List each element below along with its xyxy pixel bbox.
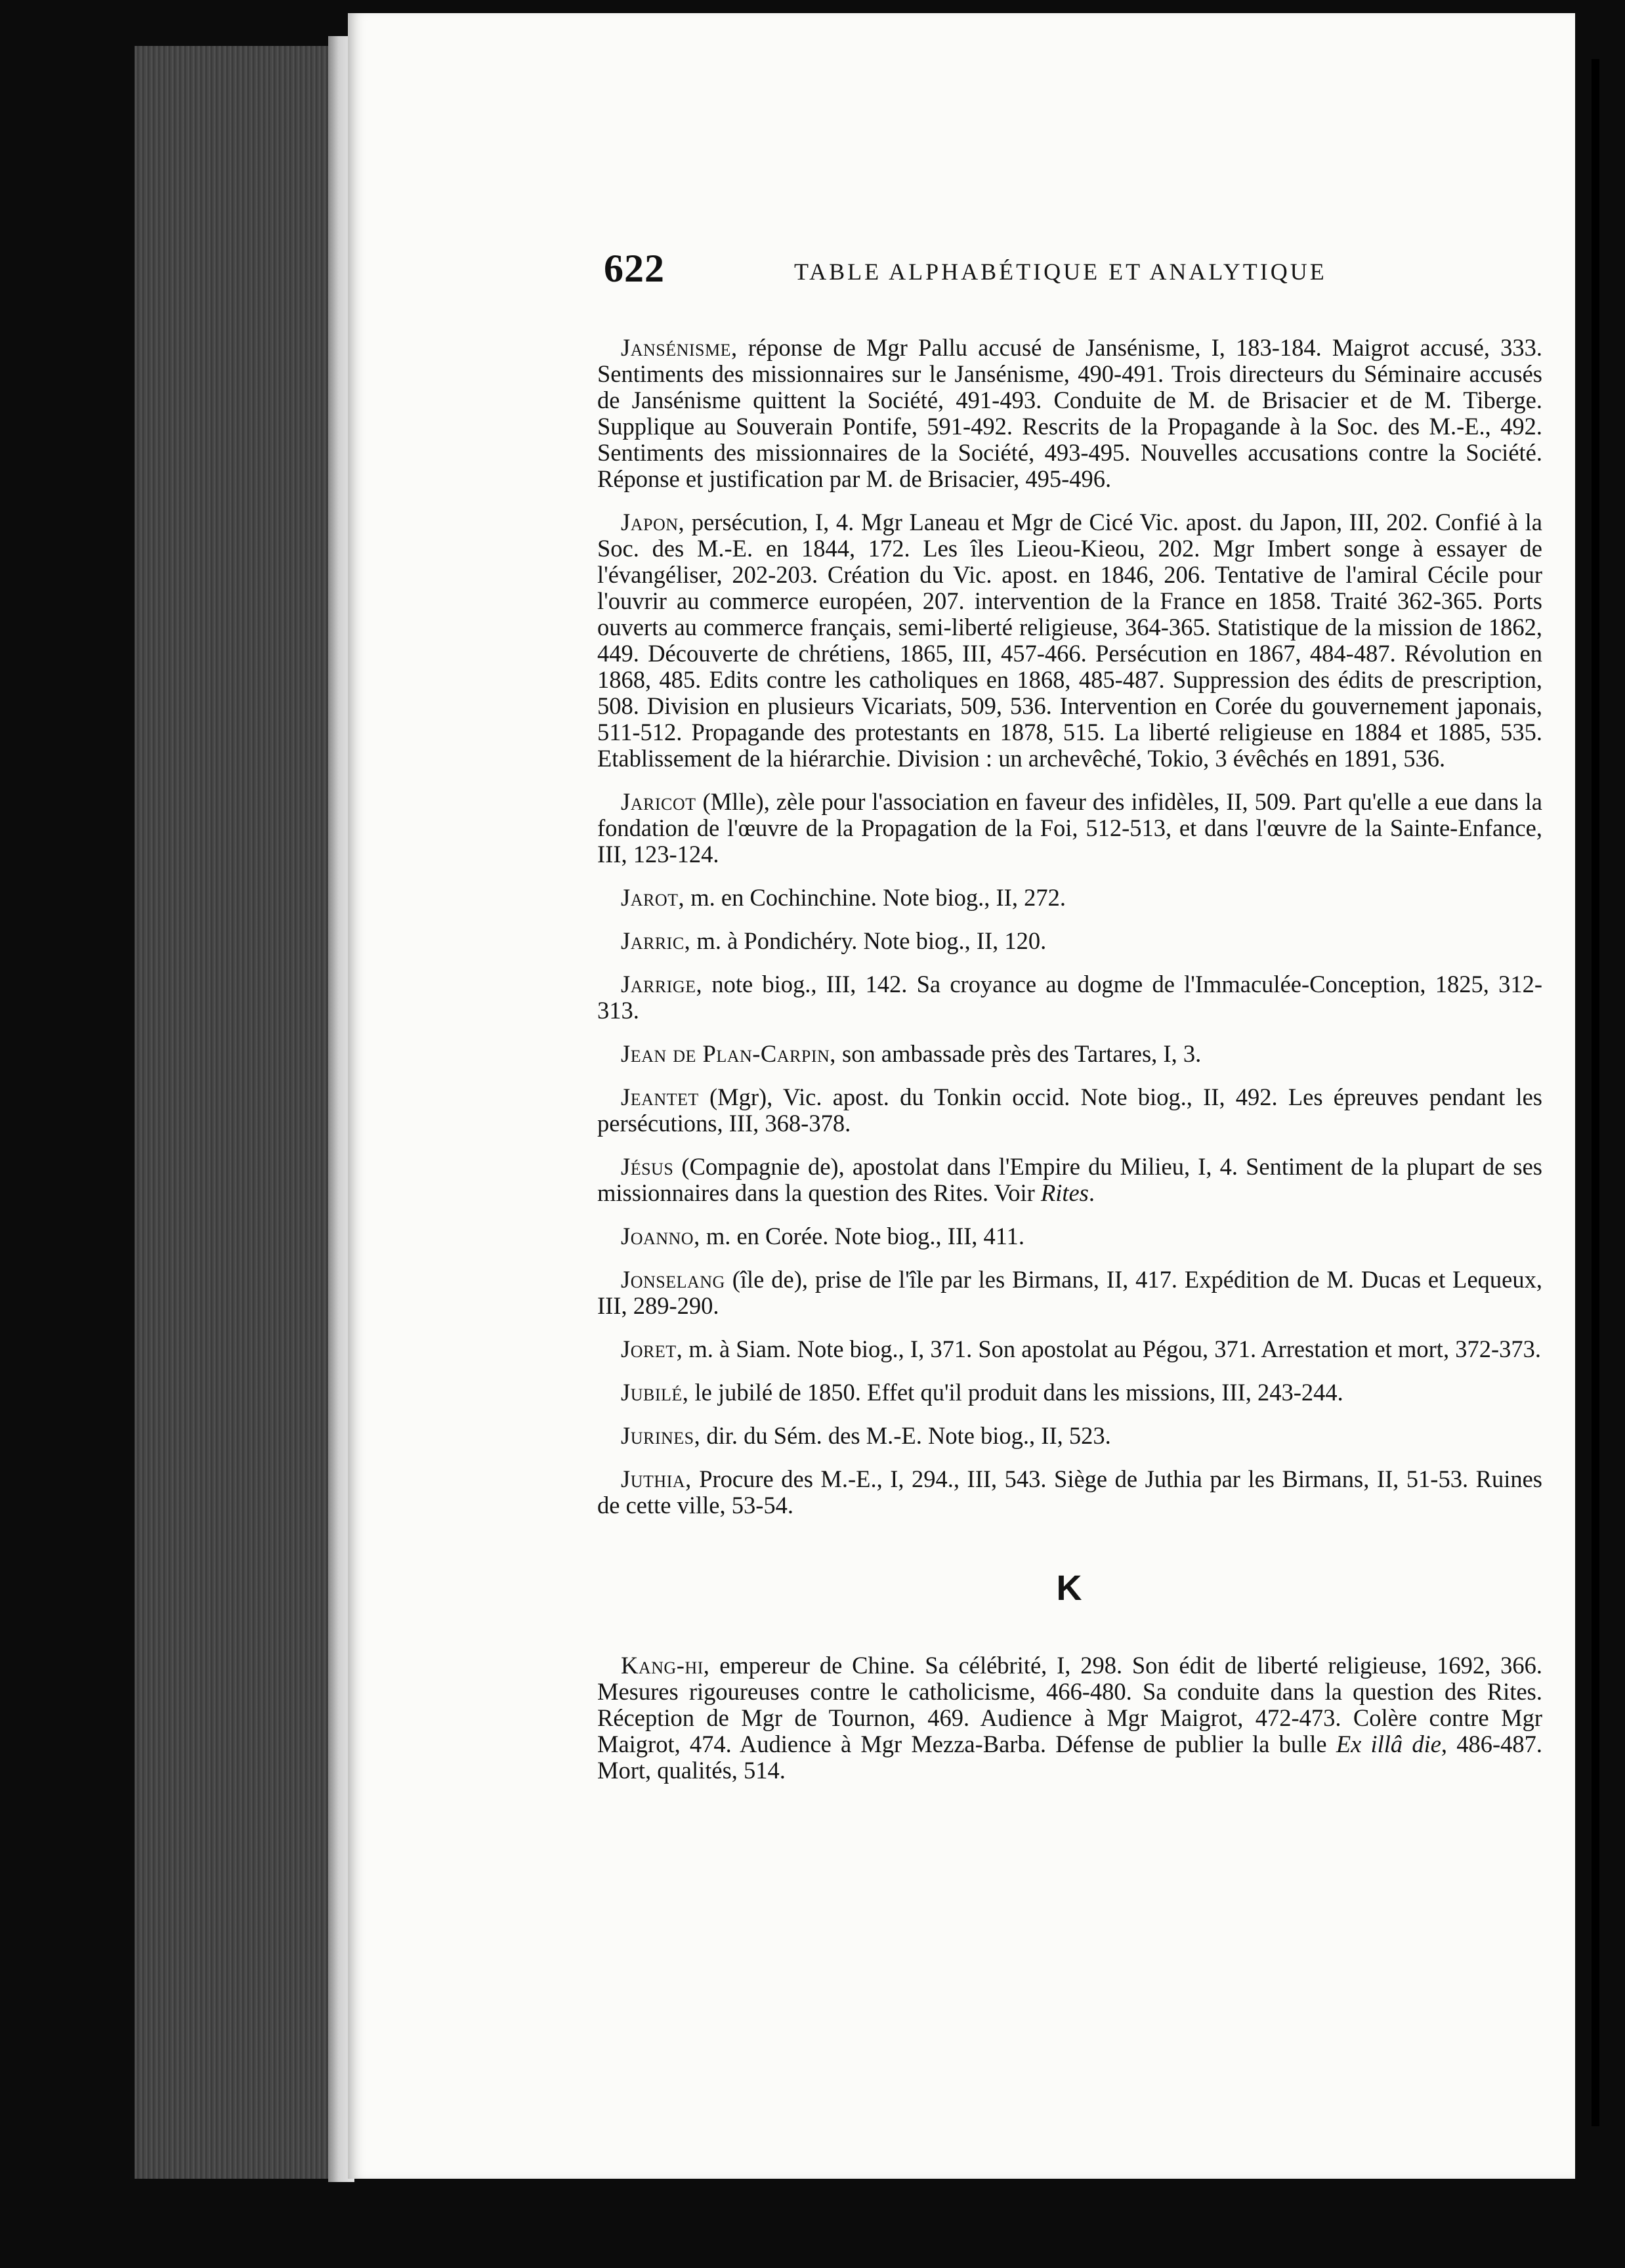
entry-headword: Jeantet bbox=[621, 1083, 699, 1110]
book-page bbox=[348, 13, 1575, 2179]
entry-text: m. en Cochinchine. Note biog., II, 272. bbox=[685, 884, 1066, 911]
entry-headword: Jansénisme, bbox=[621, 334, 738, 361]
index-entry bbox=[597, 509, 1542, 772]
scan-border bbox=[1592, 59, 1599, 2126]
entry-italic: Ex illâ die bbox=[1336, 1731, 1441, 1757]
index-entry bbox=[597, 789, 1542, 868]
index-entry bbox=[597, 1336, 1542, 1362]
entry-text: empereur de Chine. Sa célébrité, I, 298. Son édit de liberté religieuse, 1692, 366. Mesures rigoureuses contre le catholicisme, 466-480. Sa conduite dans la question des Rites. Réception de Mgr de Tournon, 469. Audience à Mgr Maigrot, 472-473. Colère contre Mgr Maigrot, 474. Audience à Mgr Mezza-Barba. Défense de publier la bulle bbox=[597, 1652, 1542, 1757]
index-entry bbox=[597, 928, 1542, 954]
entry-headword: Juthia, bbox=[621, 1465, 692, 1492]
index-entry bbox=[597, 1154, 1542, 1206]
entry-headword: Jarot, bbox=[621, 884, 685, 911]
entry-text: (Mgr), Vic. apost. du Tonkin occid. Note biog., II, 492. Les épreuves pendant les persécutions, III, 368-378. bbox=[597, 1083, 1542, 1137]
index-entry bbox=[597, 1041, 1542, 1067]
index-entry bbox=[597, 1084, 1542, 1137]
entry-headword: Jubilé, bbox=[621, 1379, 689, 1406]
entry-text: dir. du Sém. des M.-E. Note biog., II, 523. bbox=[700, 1422, 1111, 1449]
index-entry bbox=[597, 1223, 1542, 1250]
book-page-edges bbox=[135, 46, 351, 2179]
entry-headword: Jésus bbox=[621, 1153, 674, 1180]
entries-letter-k bbox=[597, 1652, 1542, 1784]
entry-headword: Jarrige, bbox=[621, 971, 703, 998]
running-title: TABLE ALPHABÉTIQUE ET ANALYTIQUE bbox=[794, 259, 1327, 285]
section-letter: K bbox=[1056, 1568, 1084, 1608]
index-entry bbox=[597, 1466, 1542, 1519]
entry-headword: Joret, bbox=[621, 1335, 683, 1362]
index-entry bbox=[597, 971, 1542, 1024]
index-entry bbox=[597, 885, 1542, 911]
page-number: 622 bbox=[604, 247, 665, 290]
entry-headword: Jarric, bbox=[621, 927, 691, 954]
entry-text: Procure des M.-E., I, 294., III, 543. Siège de Juthia par les Birmans, II, 51-53. Ruines de cette ville, 53-54. bbox=[597, 1465, 1542, 1519]
index-entry bbox=[597, 1267, 1542, 1319]
entry-text: m. en Corée. Note biog., III, 411. bbox=[700, 1223, 1025, 1250]
entry-headword: Joanno, bbox=[621, 1223, 700, 1250]
entry-headword: Kang-hi, bbox=[621, 1652, 710, 1679]
entry-headword: Jaricot bbox=[621, 788, 696, 815]
running-head bbox=[348, 246, 1575, 299]
entry-headword: Jurines, bbox=[621, 1422, 701, 1449]
entry-italic: Rites bbox=[1040, 1179, 1089, 1206]
entry-text-after: . bbox=[1088, 1179, 1095, 1206]
entry-text: réponse de Mgr Pallu accusé de Jansénisme, I, 183-184. Maigrot accusé, 333. Sentiments des missionnaires sur le Jansénisme, 490-491. Trois directeurs du Séminaire accusés de Jansénisme quittent la Société, 491-493. Conduite de M. de Brisacier et de M. Tiberge. Supplique au Souverain Pontife, 591-492. Rescrits de la Propagande à la Soc. des M.-E., 492. Sentiments des missionnaires de la Société, 493-495. Nouvelles accusations contre la Société. Réponse et justification par M. de Brisacier, 495-496. bbox=[597, 334, 1542, 492]
entry-headword: Jean de Plan-Carpin, bbox=[621, 1040, 836, 1067]
entries-letter-j bbox=[597, 335, 1542, 1519]
index-entry bbox=[597, 335, 1542, 492]
entry-text: persécution, I, 4. Mgr Laneau et Mgr de Cicé Vic. apost. du Japon, III, 202. Confié à la Soc. des M.-E. en 1844, 172. Les îles Lieou-Kieou, 202. Mgr Imbert songe à essayer de l'évangéliser, 202-203. Création du Vic. apost. en 1846, 206. Tentative de l'amiral Cécile pour l'ouvrir au commerce européen, 207. intervention de la France en 1858. Traité 362-365. Ports ouverts au commerce français, semi-liberté religieuse, 364-365. Statistique de la mission de 1862, 449. Découverte de chrétiens, 1865, III, 457-466. Persécution en 1867, 484-487. Révolution en 1868, 485. Edits contre les catholiques en 1868, 485-487. Suppression des édits de prescription, 508. Division en plusieurs Vicariats, 509, 536. Intervention en Corée du gouvernement japonais, 511-512. Propagande des protestants en 1878, 515. La liberté religieuse en 1884 et 1885, 535. Etablissement de la hiérarchie. Division : un archevêché, Tokio, 3 évêchés en 1891, 536. bbox=[597, 509, 1542, 772]
entry-text: note biog., III, 142. Sa croyance au dogme de l'Immaculée-Conception, 1825, 312-313. bbox=[597, 971, 1542, 1024]
index-entry bbox=[597, 1423, 1542, 1449]
index-entry bbox=[597, 1652, 1542, 1784]
index-entry bbox=[597, 1379, 1542, 1406]
entry-text: (île de), prise de l'île par les Birmans, II, 417. Expédition de M. Ducas et Lequeux, III, 289-290. bbox=[597, 1266, 1542, 1319]
entry-headword: Japon, bbox=[621, 509, 685, 536]
index-entries bbox=[597, 335, 1542, 1801]
entry-text: m. à Pondichéry. Note biog., II, 120. bbox=[690, 927, 1047, 954]
entry-text: (Mlle), zèle pour l'association en faveur des infidèles, II, 509. Part qu'elle a eue dans la fondation de l'œuvre de la Propagation de la Foi, 512-513, et dans l'œuvre de la Sainte-Enfance, III, 123-124. bbox=[597, 788, 1542, 868]
entry-text: le jubilé de 1850. Effet qu'il produit dans les missions, III, 243-244. bbox=[688, 1379, 1343, 1406]
entry-text: m. à Siam. Note biog., I, 371. Son apostolat au Pégou, 371. Arrestation et mort, 372-373. bbox=[683, 1335, 1541, 1362]
entry-text: (Compagnie de), apostolat dans l'Empire du Milieu, I, 4. Sentiment de la plupart de ses missionnaires dans la question des Rites. Voir bbox=[597, 1153, 1542, 1206]
entry-text: son ambassade près des Tartares, I, 3. bbox=[835, 1040, 1202, 1067]
entry-text-after: , 486-487. Mort, qualités, 514. bbox=[597, 1731, 1542, 1784]
entry-headword: Jonselang bbox=[621, 1266, 725, 1293]
